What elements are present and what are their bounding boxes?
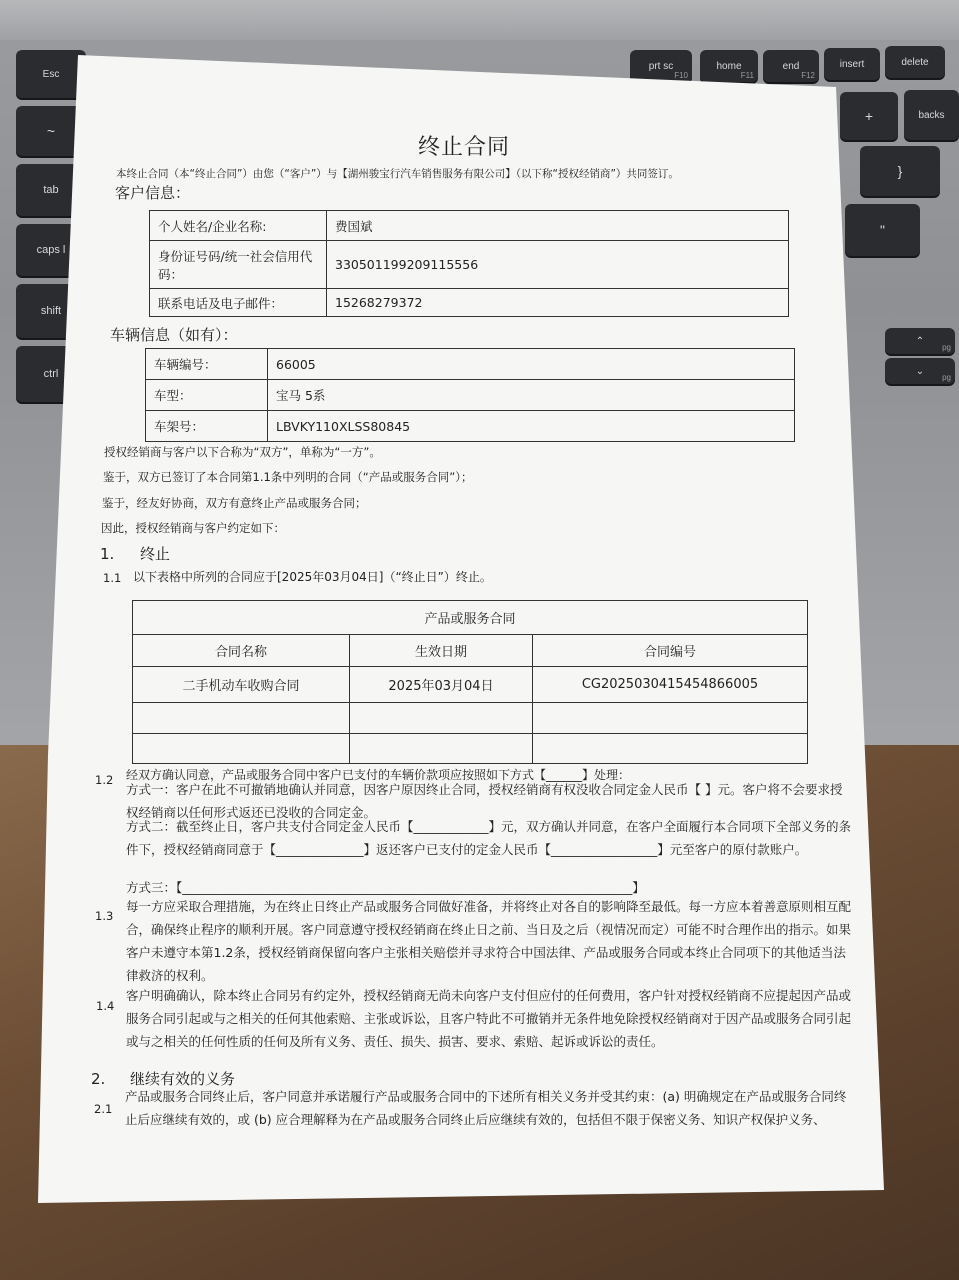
customer-label: 联系电话及电子邮件： — [150, 289, 327, 317]
contract-table-header-row — [133, 635, 808, 667]
customer-label: 个人姓名/企业名称: — [150, 211, 327, 241]
effective-date-cell — [350, 703, 533, 734]
clause-1-1-number: 1.1 — [103, 571, 122, 585]
clause-1-1-text: 以下表格中所列的合同应于[2025年03月04日]（“终止日”）终止。 — [133, 570, 492, 584]
clause-1-3-number: 1.3 — [95, 909, 114, 923]
clause-1-2-number: 1.2 — [95, 773, 114, 787]
key-caps-label: caps l — [36, 244, 66, 256]
clause-1-2-option-2: 方式二：截至终止日，客户共支付合同定金人民币【____________】元，双方确认并同意，在客户全面履行本合同项下全部义务的条件下，授权经销商同意于【______________】返还客户已支付的定金人民币【_________________】元至客户的原付款账户。 — [126, 819, 852, 857]
clause-1-3-text: 每一方应采取合理措施，为在终止日终止产品或服务合同做好准备，并将终止对各自的影响降至最低。每一方应本着善意原则相互配合，确保终止程序的顺利开展。客户同意遵守授权经销商在终止日之前、当日及之后（视情况而定）可能不时合理作出的指示。如果客户未遵守本第1.2条，授权经销商保留向客户主张相关赔偿并寻求符合中国法律、产品或服务合同或本终止合同项下的其他适当法律救济的权利。 — [126, 899, 852, 983]
customer-row — [150, 289, 789, 317]
key-end-label: end — [782, 60, 800, 72]
vehicle-label: 车型： — [146, 380, 268, 411]
key-insert-label: insert — [839, 58, 865, 70]
section-1-number: 1. — [100, 545, 115, 563]
key-ctrl-label: ctrl — [43, 368, 59, 380]
contract-table-caption: 产品或服务合同 — [133, 601, 808, 635]
customer-info-table — [149, 210, 789, 317]
intro-text: 本终止合同（本“终止合同”）由您（“客户”）与【湖州骏宝行汽车销售服务有限公司】（以下称“授权经销商”）共同签订。 — [116, 168, 679, 180]
clause-1-2-option-3: 方式三：【________________________________________________________________________】 — [126, 880, 645, 895]
arrow-down-icon: ⌄ — [915, 365, 925, 377]
table-row — [133, 703, 808, 734]
key-backspace-label: backs — [918, 109, 945, 121]
key-f10-label: F10 — [674, 71, 688, 80]
vehicle-info-table — [145, 348, 795, 442]
clause-1-4-text: 客户明确确认，除本终止合同另有约定外，授权经销商无尚未向客户支付但应付的任何费用，客户针对授权经销商不应提起因产品或服务合同引起或与之相关的任何其他索赔、主张或诉讼，且客户特此不可撤销并无条件地免除授权经销商对于因产品或服务合同引起或与之相关的任何性质的任何及所有义务、责任、损失、损害、要求、索赔、起诉或诉讼的责任。 — [126, 988, 852, 1049]
clause-2-1-number: 2.1 — [94, 1102, 113, 1116]
vehicle-label: 车辆编号： — [146, 349, 268, 380]
key-f11-label: F11 — [740, 71, 754, 80]
vehicle-label: 车架号： — [146, 411, 268, 442]
contract-table — [132, 600, 808, 764]
therefore-clause: 因此，授权经销商与客户约定如下： — [101, 521, 285, 535]
customer-row — [150, 241, 789, 289]
column-header: 合同编号 — [533, 635, 808, 667]
vehicle-info-heading: 车辆信息（如有）： — [110, 326, 238, 344]
whereas-clause-2: 鉴于，经友好协商，双方有意终止产品或服务合同； — [102, 496, 367, 510]
customer-value: 15268279372 — [327, 289, 789, 317]
effective-date-cell: 2025年03月04日 — [350, 667, 533, 703]
document-title: 终止合同 — [418, 135, 511, 160]
clause-1-2-option-1: 方式一：客户在此不可撤销地确认并同意，因客户原因终止合同，授权经销商有权没收合同定金人民币【 】元。客户将不会要求授权经销商以任何形式返还已没收的合同定金。 — [126, 782, 843, 820]
table-row — [133, 667, 808, 703]
vehicle-value: 宝马 5系 — [268, 380, 795, 411]
key-f12-label: F12 — [801, 71, 815, 80]
vehicle-value: LBVKY110XLSS80845 — [268, 411, 795, 442]
clause-1-4-number: 1.4 — [96, 999, 115, 1013]
key-quote-label: " — [880, 222, 885, 238]
key-delete-label: delete — [901, 56, 929, 68]
key-pgdn-label: pg — [942, 373, 951, 382]
vehicle-row — [146, 411, 795, 442]
section-2-title: 继续有效的义务 — [130, 1070, 236, 1088]
customer-label: 身份证号码/统一社会信用代码： — [150, 241, 327, 289]
key-brace-label: } — [897, 163, 903, 179]
contract-table-caption-row — [133, 601, 808, 635]
key-tab-label: tab — [43, 184, 59, 196]
contract-number-cell — [533, 734, 808, 764]
vehicle-row — [146, 380, 795, 411]
contract-name-cell — [133, 703, 350, 734]
clause-2-1-text: 产品或服务合同终止后，客户同意并承诺履行产品或服务合同中的下述所有相关义务并受其约束：(a) 明确规定在产品或服务合同终止后应继续有效的，或 (b) 应合理解释为在产品或服务合同终止后应继续有效的，包括但不限于保密义务、知识产权保护义务、 — [125, 1089, 847, 1127]
key-tilde-label: ~ — [46, 123, 56, 139]
contract-name-cell — [133, 734, 350, 764]
key-prtsc-label: prt sc — [648, 60, 674, 72]
vehicle-value: 66005 — [268, 349, 795, 380]
table-row — [133, 734, 808, 764]
contract-name-cell: 二手机动车收购合同 — [133, 667, 350, 703]
column-header: 生效日期 — [350, 635, 533, 667]
column-header: 合同名称 — [133, 635, 350, 667]
effective-date-cell — [350, 734, 533, 764]
customer-row — [150, 211, 789, 241]
customer-value: 330501199209115556 — [327, 241, 789, 289]
section-1-title: 终止 — [140, 545, 171, 563]
key-pgup-label: pg — [942, 343, 951, 352]
customer-info-heading: 客户信息： — [115, 184, 191, 202]
arrow-up-icon: ⌃ — [915, 335, 925, 347]
contract-number-cell: CG2025030415454866005 — [533, 667, 808, 703]
contract-number-cell — [533, 703, 808, 734]
key-plus-label: + — [864, 108, 874, 124]
key-home-label: home — [716, 60, 742, 72]
parties-definition: 授权经销商与客户以下合称为“双方”，单称为“一方”。 — [104, 445, 381, 459]
key-shift-label: shift — [40, 305, 62, 317]
clause-1-2-intro: 经双方确认同意，产品或服务合同中客户已支付的车辆价款项应按照如下方式【______】处理： — [126, 768, 631, 782]
key-esc-label: Esc — [42, 68, 60, 80]
whereas-clause-1: 鉴于，双方已签订了本合同第1.1条中列明的合同（“产品或服务合同”）； — [103, 470, 473, 484]
customer-value: 费国斌 — [327, 211, 789, 241]
vehicle-row — [146, 349, 795, 380]
section-2-number: 2. — [91, 1070, 106, 1088]
